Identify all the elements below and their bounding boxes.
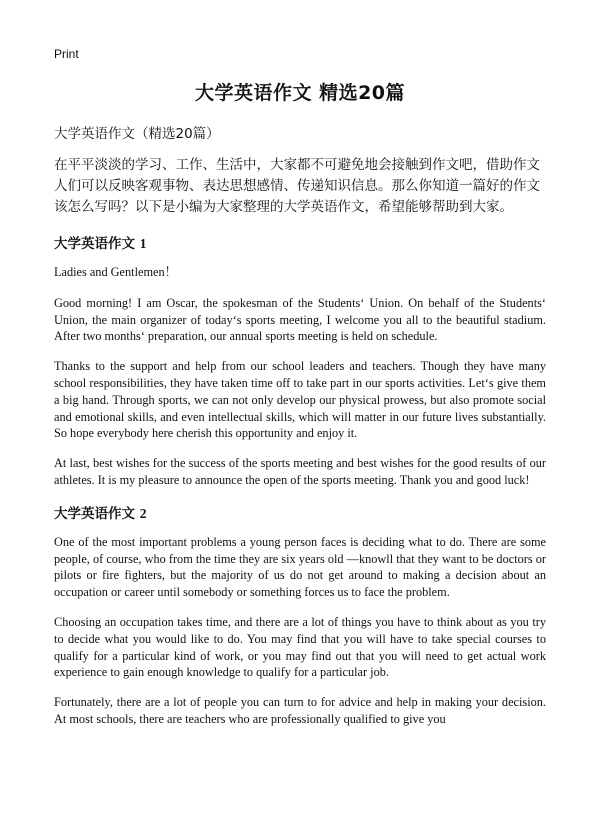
section-2-paragraph-3: Fortunately, there are a lot of people you can turn to for advice and help in making your decision. At most schools, there are teachers who are professionally qualified to give you (54, 695, 546, 726)
section-1-paragraph-3: Thanks to the support and help from our school leaders and teachers. Though they have many school responsibilities, they have taken time off to take part in our sports activities. Let‘s give them a big hand. Through sports, we can not only develop our physical prowess, but also promote social and emotional skills, and even intellectual skills, which will matter in our future lives substantially. So hope everybody here cherish this opportunity and enjoy it. (54, 359, 546, 441)
print-label: Print (54, 47, 79, 61)
section-1-paragraph-1: Ladies and Gentlemen！ (54, 265, 177, 279)
section-2-paragraph-2: Choosing an occupation takes time, and there are a lot of things you have to think about as you try to decide what you would like to do. You may find that you will have to take special courses to qualify for a particular kind of work, or you may find out that you will need to get actual work experience to gain enough knowledge to qualify for a particular job. (54, 614, 546, 680)
section-heading-2 (54, 502, 546, 522)
document-page (54, 78, 546, 741)
intro-paragraph: 在平平淡淡的学习、工作、生活中，大家都不可避免地会接触到作文吧，借助作文人们可以反映客观事物、表达思想感情、传递知识信息。那么你知道一篇好的作文该怎么写吗？以下是小编为大家整理的大学英语作文，希望能够帮助到大家。 (54, 157, 540, 215)
section-number: 2 (139, 505, 147, 521)
document-title: 大学英语作文 精选20篇 (194, 82, 406, 104)
section-1-paragraph-4: At last, best wishes for the success of the sports meeting and best wishes for the good results of our athletes. It is my pleasure to announce the open of the sports meeting. Thank you and good luck! (54, 456, 546, 487)
section-2-paragraph-1: One of the most important problems a young person faces is deciding what to do. There are some people, of course, who from the time they are six years old —knowll that they want to be doctors or pilots or fire fighters, but the majority of us do not get around to making a decision about an occupation or career until somebody or something forces us to face the problem. (54, 534, 546, 600)
document-subtitle: 大学英语作文（精选20篇） (54, 126, 220, 142)
section-heading-text: 大学英语作文 (54, 505, 135, 522)
section-heading-1 (54, 232, 546, 252)
section-1-paragraph-2: Good morning! I am Oscar, the spokesman of the Students‘ Union. On behalf of the Students‘ Union, the main organizer of today‘s sports meeting, I welcome you all to the beautiful stadium. After two months‘ preparation, our annual sports meeting is held on schedule. (54, 295, 546, 344)
section-heading-text: 大学英语作文 (54, 236, 135, 252)
section-number: 1 (139, 236, 147, 251)
